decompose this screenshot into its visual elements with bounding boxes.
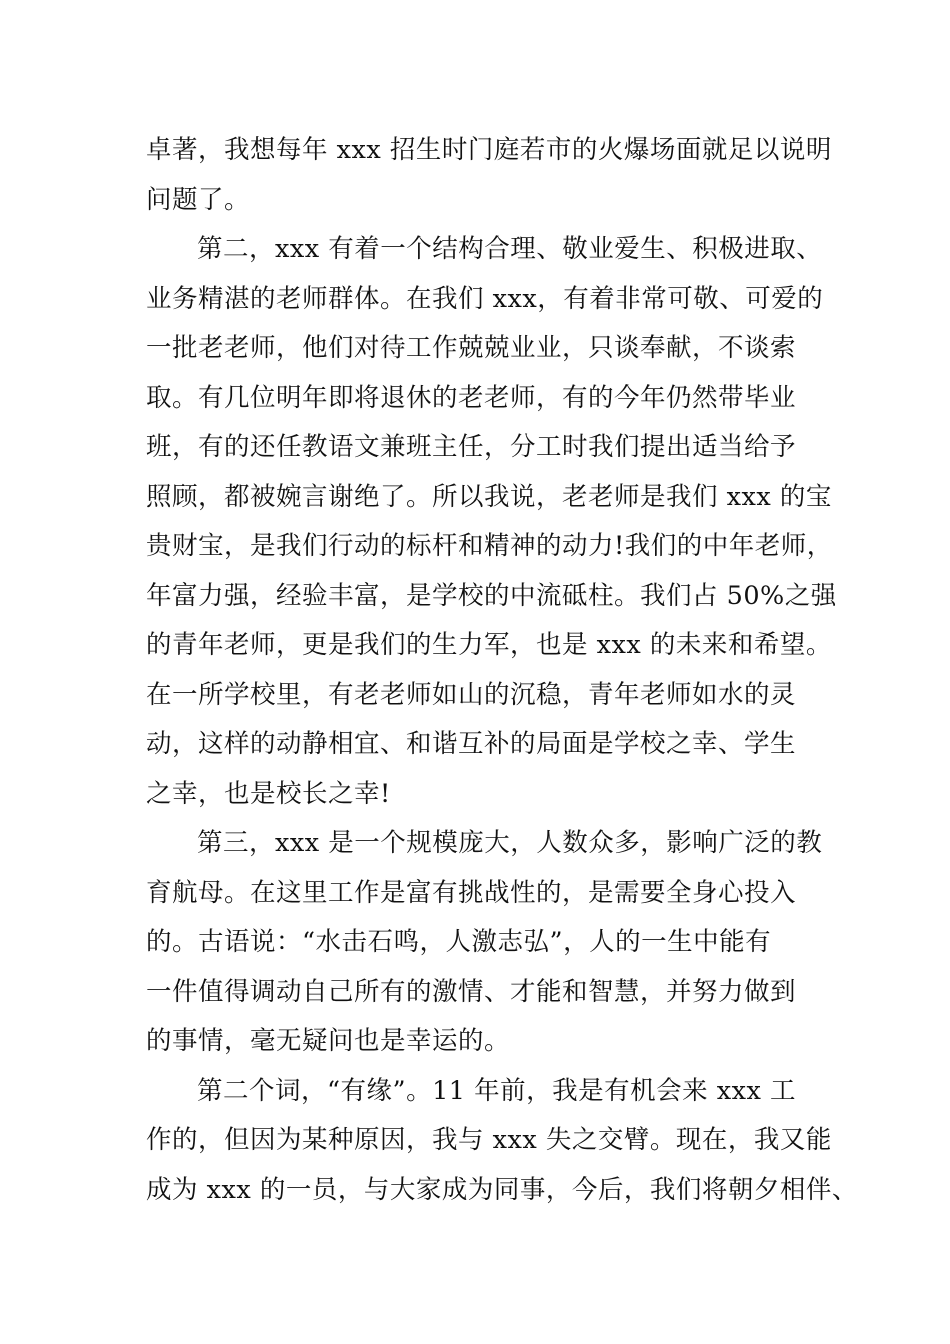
text-line: 贵财宝，是我们行动的标杆和精神的动力!我们的中年老师， bbox=[146, 531, 833, 561]
text-line: 动，这样的动静相宜、和谐互补的局面是学校之幸、学生 bbox=[146, 729, 797, 759]
text-line: 第三，xxx 是一个规模庞大，人数众多，影响广泛的教 bbox=[197, 828, 823, 858]
text-line: 的青年老师，更是我们的生力军，也是 xxx 的未来和希望。 bbox=[146, 630, 832, 660]
text-line: 年富力强，经验丰富，是学校的中流砥柱。我们占 50%之强 bbox=[146, 580, 837, 611]
text-line: 业务精湛的老师群体。在我们 xxx，有着非常可敬、可爱的 bbox=[146, 283, 824, 314]
text-line: 之幸，也是校长之幸! bbox=[146, 778, 391, 809]
text-line: 在一所学校里，有老老师如山的沉稳，青年老师如水的灵 bbox=[146, 679, 797, 710]
text-line: 问题了。 bbox=[146, 184, 251, 215]
text-line: 作的，但因为某种原因，我与 xxx 失之交臂。现在，我又能 bbox=[146, 1125, 832, 1155]
text-line: 第二，xxx 有着一个结构合理、敬业爱生、积极进取、 bbox=[197, 234, 823, 264]
text-line: 育航母。在这里工作是富有挑战性的，是需要全身心投入 bbox=[146, 877, 797, 908]
text-line: 的。古语说：“水击石鸣，人激志弘”，人的一生中能有 bbox=[146, 927, 772, 957]
text-line: 的事情，毫无疑问也是幸运的。 bbox=[146, 1026, 511, 1056]
text-line: 班，有的还任教语文兼班主任，分工时我们提出适当给予 bbox=[146, 432, 797, 462]
text-line: 成为 xxx 的一员，与大家成为同事，今后，我们将朝夕相伴、 bbox=[146, 1174, 858, 1205]
document-body bbox=[146, 126, 858, 1215]
text-line: 一件值得调动自己所有的激情、才能和智慧，并努力做到 bbox=[146, 976, 797, 1007]
text-line: 卓著，我想每年 xxx 招生时门庭若市的火爆场面就足以说明 bbox=[146, 135, 832, 165]
text-line: 第二个词，“有缘”。11 年前，我是有机会来 xxx 工 bbox=[197, 1075, 796, 1106]
text-line: 一批老老师，他们对待工作兢兢业业，只谈奉献，不谈索 bbox=[146, 333, 797, 363]
text-line: 照顾，都被婉言谢绝了。所以我说，老老师是我们 xxx 的宝 bbox=[146, 481, 832, 512]
text-line: 取。有几位明年即将退休的老老师，有的今年仍然带毕业 bbox=[146, 382, 797, 413]
